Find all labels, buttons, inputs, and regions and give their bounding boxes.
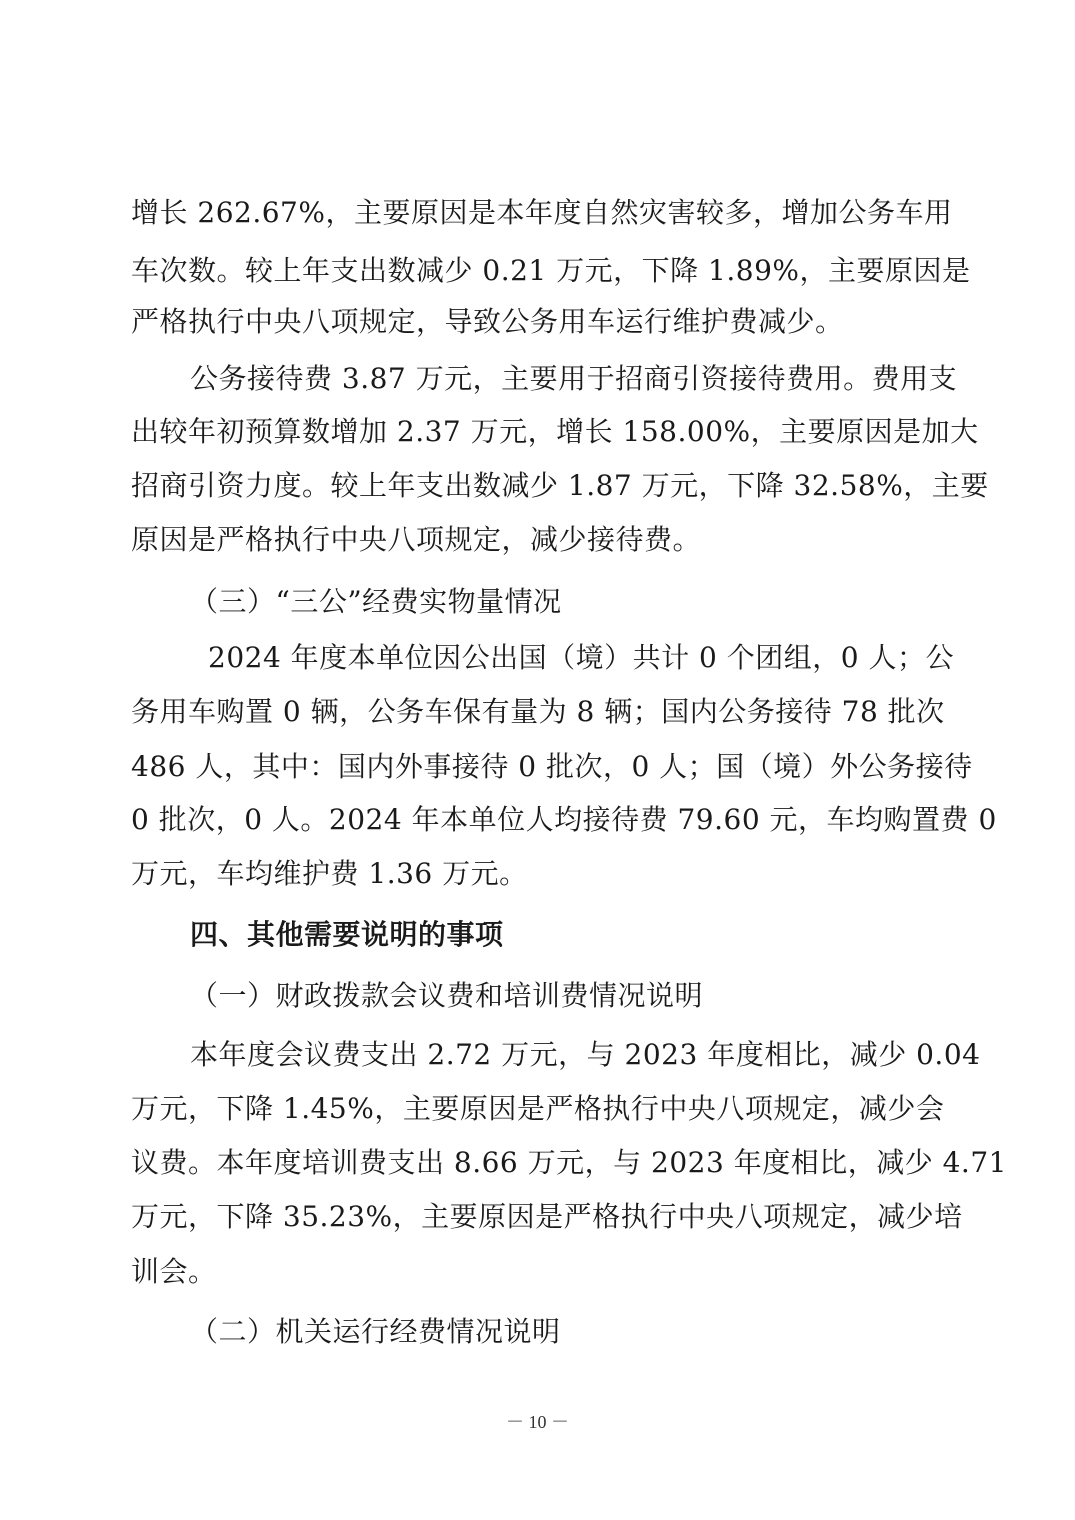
paragraph-line: 严格执行中央八项规定，导致公务用车运行维护费减少。 — [131, 305, 844, 338]
paragraph-line: 招商引资力度。较上年支出数减少 1.87 万元，下降 32.58%，主要 — [131, 469, 989, 502]
paragraph-line: 0 批次，0 人。2024 年本单位人均接待费 79.60 元，车均购置费 0 — [131, 803, 997, 836]
paragraph-line: 486 人，其中：国内外事接待 0 批次，0 人；国（境）外公务接待 — [131, 750, 973, 783]
paragraph-line: 万元，下降 1.45%，主要原因是严格执行中央八项规定，减少会 — [131, 1092, 945, 1125]
paragraph-line: 训会。 — [131, 1255, 217, 1288]
paragraph-line: 2024 年度本单位因公出国（境）共计 0 个团组，0 人；公 — [208, 641, 954, 674]
paragraph-line: 车次数。较上年支出数减少 0.21 万元，下降 1.89%，主要原因是 — [131, 254, 971, 287]
page-number: － 10 － — [506, 1412, 569, 1432]
paragraph-line: 务用车购置 0 辆，公务车保有量为 8 辆；国内公务接待 78 批次 — [131, 695, 945, 728]
paragraph-line: 公务接待费 3.87 万元，主要用于招商引资接待费用。费用支 — [190, 362, 958, 395]
section-heading: 四、其他需要说明的事项 — [190, 918, 504, 951]
section-subheading: （一）财政拨款会议费和培训费情况说明 — [190, 979, 704, 1012]
paragraph-line: 万元，下降 35.23%，主要原因是严格执行中央八项规定，减少培 — [131, 1200, 963, 1233]
paragraph-line: 议费。本年度培训费支出 8.66 万元，与 2023 年度相比，减少 4.71 — [131, 1146, 1007, 1179]
section-subheading: （二）机关运行经费情况说明 — [190, 1315, 561, 1348]
paragraph-line: 万元，车均维护费 1.36 万元。 — [131, 857, 528, 890]
paragraph-line: 增长 262.67%，主要原因是本年度自然灾害较多，增加公务车用 — [131, 196, 953, 229]
paragraph-line: 本年度会议费支出 2.72 万元，与 2023 年度相比，减少 0.04 — [190, 1038, 981, 1071]
paragraph-line: 原因是严格执行中央八项规定，减少接待费。 — [131, 523, 702, 556]
paragraph-line: 出较年初预算数增加 2.37 万元，增长 158.00%，主要原因是加大 — [131, 415, 979, 448]
section-subheading: （三）“三公”经费实物量情况 — [190, 585, 562, 618]
